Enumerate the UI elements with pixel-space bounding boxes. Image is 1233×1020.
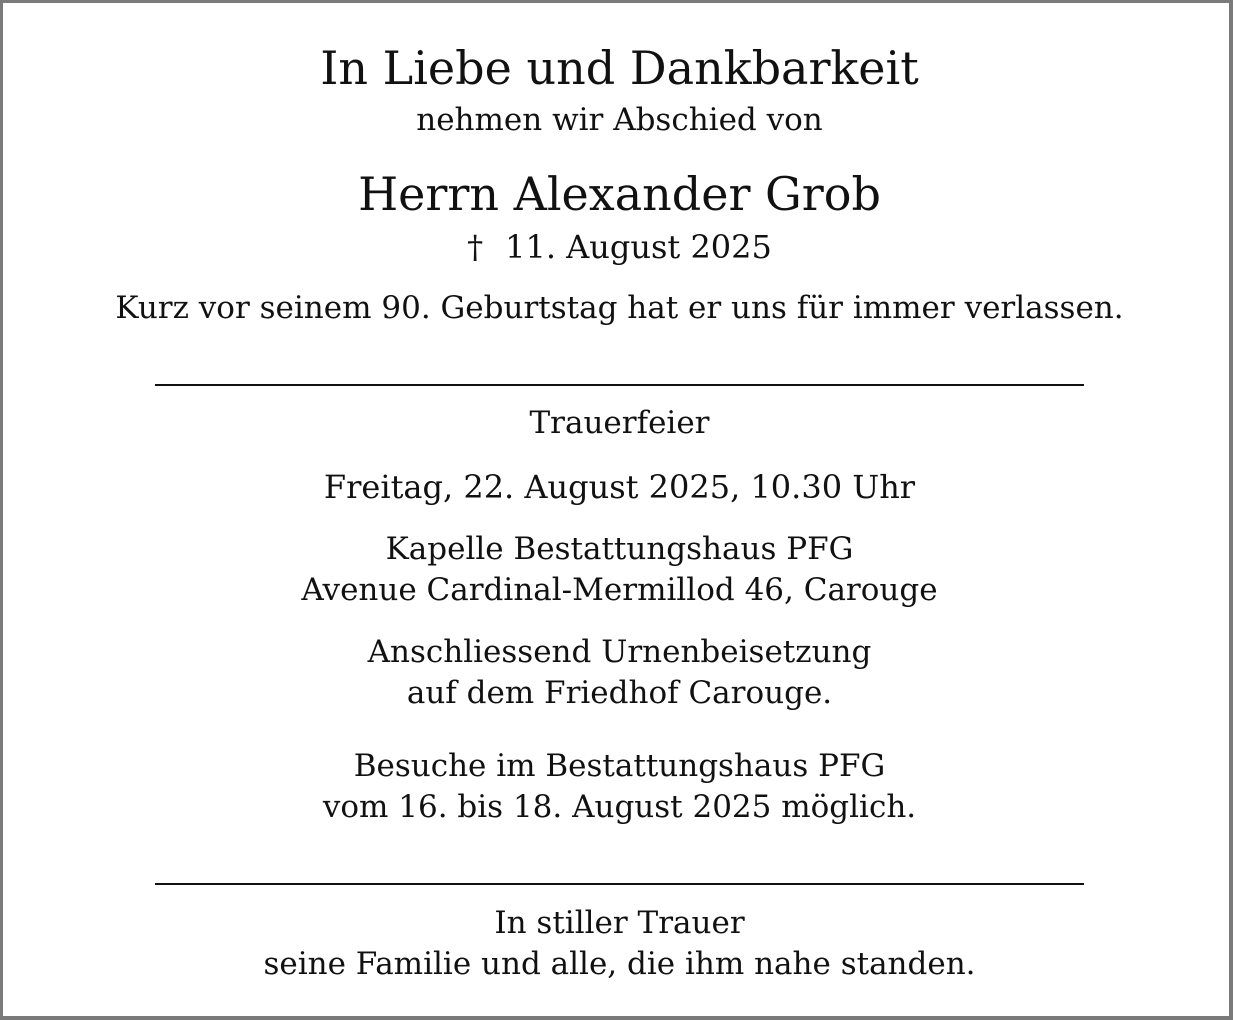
visits-line-1: Besuche im Bestattungshaus PFG (353, 748, 886, 784)
ceremony-venue-address: Avenue Cardinal-Mermillod 46, Carouge (301, 572, 938, 608)
ceremony-datetime: Freitag, 22. August 2025, 10.30 Uhr (323, 468, 916, 506)
deceased-note: Kurz vor seinem 90. Geburtstag hat er uns für immer verlassen. (115, 290, 1124, 326)
death-date: 11. August 2025 (505, 228, 772, 266)
ceremony-venue-name: Kapelle Bestattungshaus PFG (385, 531, 854, 567)
closing-line-2: seine Familie und alle, die ihm nahe standen. (263, 946, 976, 982)
notice-subheading: nehmen wir Abschied von (416, 102, 823, 138)
death-line (3, 228, 1233, 266)
closing-line-1: In stiller Trauer (494, 905, 745, 941)
visits-line-2: vom 16. bis 18. August 2025 möglich. (322, 789, 917, 825)
deceased-name: Herrn Alexander Grob (358, 167, 881, 221)
divider-bottom (155, 883, 1084, 885)
burial-line-2: auf dem Friedhof Carouge. (406, 675, 833, 711)
divider-top (155, 384, 1084, 386)
notice-heading: In Liebe und Dankbarkeit (320, 41, 919, 95)
ceremony-title: Trauerfeier (529, 405, 710, 441)
cross-icon: † (467, 228, 484, 266)
burial-line-1: Anschliessend Urnenbeisetzung (367, 634, 872, 670)
